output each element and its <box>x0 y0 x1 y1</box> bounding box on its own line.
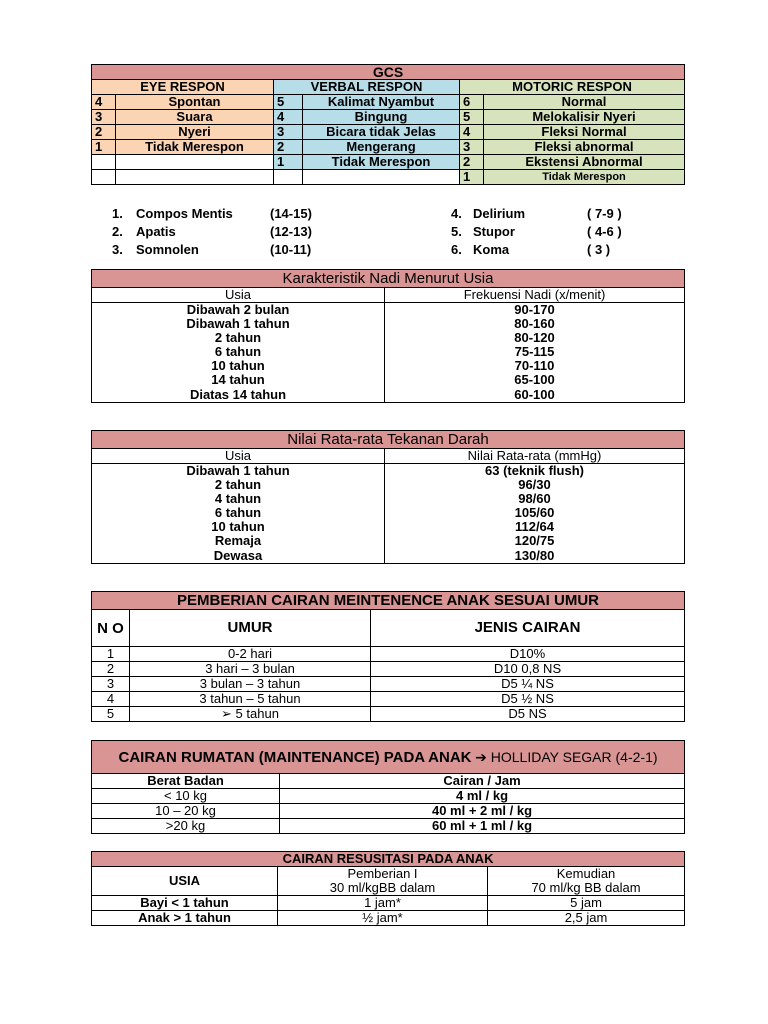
resusitasi-header-kemudian-sub: 70 ml/kg BB dalam <box>488 881 685 896</box>
tekanan-row-usia: 4 tahun <box>92 492 385 506</box>
resusitasi-table <box>91 851 685 926</box>
rumatan-header-berat: Berat Badan <box>92 774 280 789</box>
gcs-cell <box>274 170 303 185</box>
motoric-header: MOTORIC RESPON <box>460 80 685 95</box>
resusitasi-row-kemudian: 5 jam <box>488 896 685 911</box>
resusitasi-header-pemberian-sub: 30 ml/kgBB dalam <box>278 881 488 896</box>
cairan-row-jenis: D5 ¼ NS <box>371 677 685 692</box>
nadi-row-usia: 6 tahun <box>92 345 385 359</box>
resusitasi-header-kemudian: Kemudian <box>488 867 685 882</box>
list-label: Koma <box>473 242 510 257</box>
cairan-row-umur: 3 bulan – 3 tahun <box>130 677 371 692</box>
cairan-row-umur: ➢ 5 tahun <box>130 707 371 722</box>
cairan-row-umur: 0-2 hari <box>130 647 371 662</box>
gcs-cell: 6 <box>460 95 484 110</box>
gcs-cell <box>92 170 116 185</box>
list-range: (12-13) <box>270 224 312 239</box>
gcs-cell <box>92 155 116 170</box>
cairan-header-no: N O <box>92 610 130 647</box>
list-range: ( 7-9 ) <box>587 206 622 221</box>
nadi-row-value: 80-120 <box>385 331 685 345</box>
list-range: ( 3 ) <box>587 242 611 257</box>
gcs-cell: Tidak Merespon <box>484 170 685 185</box>
gcs-cell: Tidak Merespon <box>303 155 460 170</box>
list-num: 3. <box>112 242 123 257</box>
consciousness-list-left <box>112 205 312 259</box>
gcs-cell: 3 <box>460 140 484 155</box>
gcs-cell: Bicara tidak Jelas <box>303 125 460 140</box>
gcs-cell: 4 <box>460 125 484 140</box>
nadi-row-usia: 10 tahun <box>92 359 385 373</box>
nadi-title: Karakteristik Nadi Menurut Usia <box>92 270 685 288</box>
list-item <box>451 223 622 241</box>
tekanan-row-value: 112/64 <box>385 520 685 534</box>
list-num: 5. <box>451 224 462 239</box>
resusitasi-row-usia: Anak > 1 tahun <box>92 911 278 926</box>
gcs-cell: 2 <box>460 155 484 170</box>
gcs-cell: Tidak Merespon <box>116 140 274 155</box>
gcs-cell: Normal <box>484 95 685 110</box>
gcs-cell <box>116 170 274 185</box>
gcs-cell: 2 <box>274 140 303 155</box>
cairan-row-umur: 3 hari – 3 bulan <box>130 662 371 677</box>
gcs-cell: 1 <box>92 140 116 155</box>
cairan-row-no: 1 <box>92 647 130 662</box>
gcs-cell: Mengerang <box>303 140 460 155</box>
gcs-cell: Kalimat Nyambut <box>303 95 460 110</box>
cairan-row-no: 3 <box>92 677 130 692</box>
rumatan-row-cairan: 40 ml + 2 ml / kg <box>280 804 685 819</box>
cairan-row-no: 4 <box>92 692 130 707</box>
rumatan-row-berat: >20 kg <box>92 819 280 834</box>
cairan-row-no: 2 <box>92 662 130 677</box>
consciousness-list-right <box>451 205 622 259</box>
cairan-title: PEMBERIAN CAIRAN MEINTENENCE ANAK SESUAI UMUR <box>92 592 685 610</box>
nadi-row-usia: 14 tahun <box>92 373 385 387</box>
list-item <box>451 241 622 259</box>
gcs-cell: Suara <box>116 110 274 125</box>
tekanan-row-value: 105/60 <box>385 506 685 520</box>
tekanan-row-value: 96/30 <box>385 478 685 492</box>
list-label: Apatis <box>136 224 176 239</box>
gcs-title: GCS <box>92 65 685 80</box>
tekanan-row-usia: Dibawah 1 tahun <box>92 464 385 479</box>
gcs-cell: Fleksi abnormal <box>484 140 685 155</box>
nadi-row-value: 60-100 <box>385 387 685 403</box>
cairan-header-umur: UMUR <box>130 610 371 647</box>
rumatan-table <box>91 740 685 834</box>
nadi-row-usia: Dibawah 1 tahun <box>92 317 385 331</box>
resusitasi-row-kemudian: 2,5 jam <box>488 911 685 926</box>
list-label: Somnolen <box>136 242 199 257</box>
verbal-header: VERBAL RESPON <box>274 80 460 95</box>
nadi-row-usia: Dibawah 2 bulan <box>92 303 385 318</box>
gcs-cell <box>116 155 274 170</box>
tekanan-title: Nilai Rata-rata Tekanan Darah <box>92 431 685 449</box>
gcs-cell: Bingung <box>303 110 460 125</box>
tekanan-header-nilai: Nilai Rata-rata (mmHg) <box>385 449 685 464</box>
gcs-cell: 3 <box>92 110 116 125</box>
nadi-table <box>91 269 685 403</box>
nadi-row-usia: 2 tahun <box>92 331 385 345</box>
cairan-row-jenis: D10 0,8 NS <box>371 662 685 677</box>
tekanan-header-usia: Usia <box>92 449 385 464</box>
tekanan-row-usia: 6 tahun <box>92 506 385 520</box>
cairan-header-jenis: JENIS CAIRAN <box>371 610 685 647</box>
tekanan-table <box>91 430 685 564</box>
gcs-table <box>91 64 685 185</box>
nadi-row-usia: Diatas 14 tahun <box>92 387 385 403</box>
eye-header: EYE RESPON <box>92 80 274 95</box>
nadi-row-value: 90-170 <box>385 303 685 318</box>
tekanan-row-value: 63 (teknik flush) <box>385 464 685 479</box>
list-num: 6. <box>451 242 462 257</box>
list-label: Compos Mentis <box>136 206 233 221</box>
tekanan-row-usia: Remaja <box>92 534 385 548</box>
list-range: (14-15) <box>270 206 312 221</box>
list-label: Stupor <box>473 224 515 239</box>
cairan-row-jenis: D5 ½ NS <box>371 692 685 707</box>
cairan-row-jenis: D5 NS <box>371 707 685 722</box>
list-range: ( 4-6 ) <box>587 224 622 239</box>
rumatan-title: CAIRAN RUMATAN (MAINTENANCE) PADA ANAK <box>118 748 472 766</box>
gcs-cell: Nyeri <box>116 125 274 140</box>
gcs-cell: 2 <box>92 125 116 140</box>
gcs-cell: 1 <box>460 170 484 185</box>
cairan-row-no: 5 <box>92 707 130 722</box>
rumatan-header-cairan: Cairan / Jam <box>280 774 685 789</box>
rumatan-title-cell <box>92 741 685 774</box>
nadi-row-value: 75-115 <box>385 345 685 359</box>
tekanan-row-value: 98/60 <box>385 492 685 506</box>
rumatan-row-berat: 10 – 20 kg <box>92 804 280 819</box>
cairan-row-umur: 3 tahun – 5 tahun <box>130 692 371 707</box>
resusitasi-row-pemberian: ½ jam* <box>278 911 488 926</box>
nadi-row-value: 70-110 <box>385 359 685 373</box>
gcs-cell: 1 <box>274 155 303 170</box>
nadi-row-value: 65-100 <box>385 373 685 387</box>
list-item <box>112 223 312 241</box>
resusitasi-row-pemberian: 1 jam* <box>278 896 488 911</box>
resusitasi-header-usia: USIA <box>92 867 278 896</box>
nadi-header-usia: Usia <box>92 288 385 303</box>
gcs-cell: 4 <box>92 95 116 110</box>
rumatan-row-cairan: 60 ml + 1 ml / kg <box>280 819 685 834</box>
rumatan-row-berat: < 10 kg <box>92 789 280 804</box>
gcs-cell: Fleksi Normal <box>484 125 685 140</box>
gcs-cell: 4 <box>274 110 303 125</box>
list-range: (10-11) <box>270 242 312 257</box>
tekanan-row-usia: 2 tahun <box>92 478 385 492</box>
resusitasi-header-pemberian: Pemberian I <box>278 867 488 882</box>
list-item <box>112 205 312 223</box>
cairan-table <box>91 591 685 722</box>
cairan-row-jenis: D10% <box>371 647 685 662</box>
list-num: 1. <box>112 206 123 221</box>
tekanan-row-value: 120/75 <box>385 534 685 548</box>
gcs-cell: Ekstensi Abnormal <box>484 155 685 170</box>
list-num: 4. <box>451 206 462 221</box>
resusitasi-row-usia: Bayi < 1 tahun <box>92 896 278 911</box>
gcs-cell: Spontan <box>116 95 274 110</box>
tekanan-row-usia: Dewasa <box>92 548 385 564</box>
list-label: Delirium <box>473 206 526 221</box>
nadi-row-value: 80-160 <box>385 317 685 331</box>
gcs-cell: 3 <box>274 125 303 140</box>
resusitasi-title: CAIRAN RESUSITASI PADA ANAK <box>92 852 685 867</box>
rumatan-title-suffix: ➔ HOLLIDAY SEGAR (4-2-1) <box>475 748 658 765</box>
gcs-cell: Melokalisir Nyeri <box>484 110 685 125</box>
list-item <box>112 241 312 259</box>
gcs-cell <box>303 170 460 185</box>
list-item <box>451 205 622 223</box>
gcs-cell: 5 <box>274 95 303 110</box>
gcs-cell: 5 <box>460 110 484 125</box>
tekanan-row-value: 130/80 <box>385 548 685 564</box>
rumatan-row-cairan: 4 ml / kg <box>280 789 685 804</box>
list-num: 2. <box>112 224 123 239</box>
tekanan-row-usia: 10 tahun <box>92 520 385 534</box>
nadi-header-frekuensi: Frekuensi Nadi (x/menit) <box>385 288 685 303</box>
